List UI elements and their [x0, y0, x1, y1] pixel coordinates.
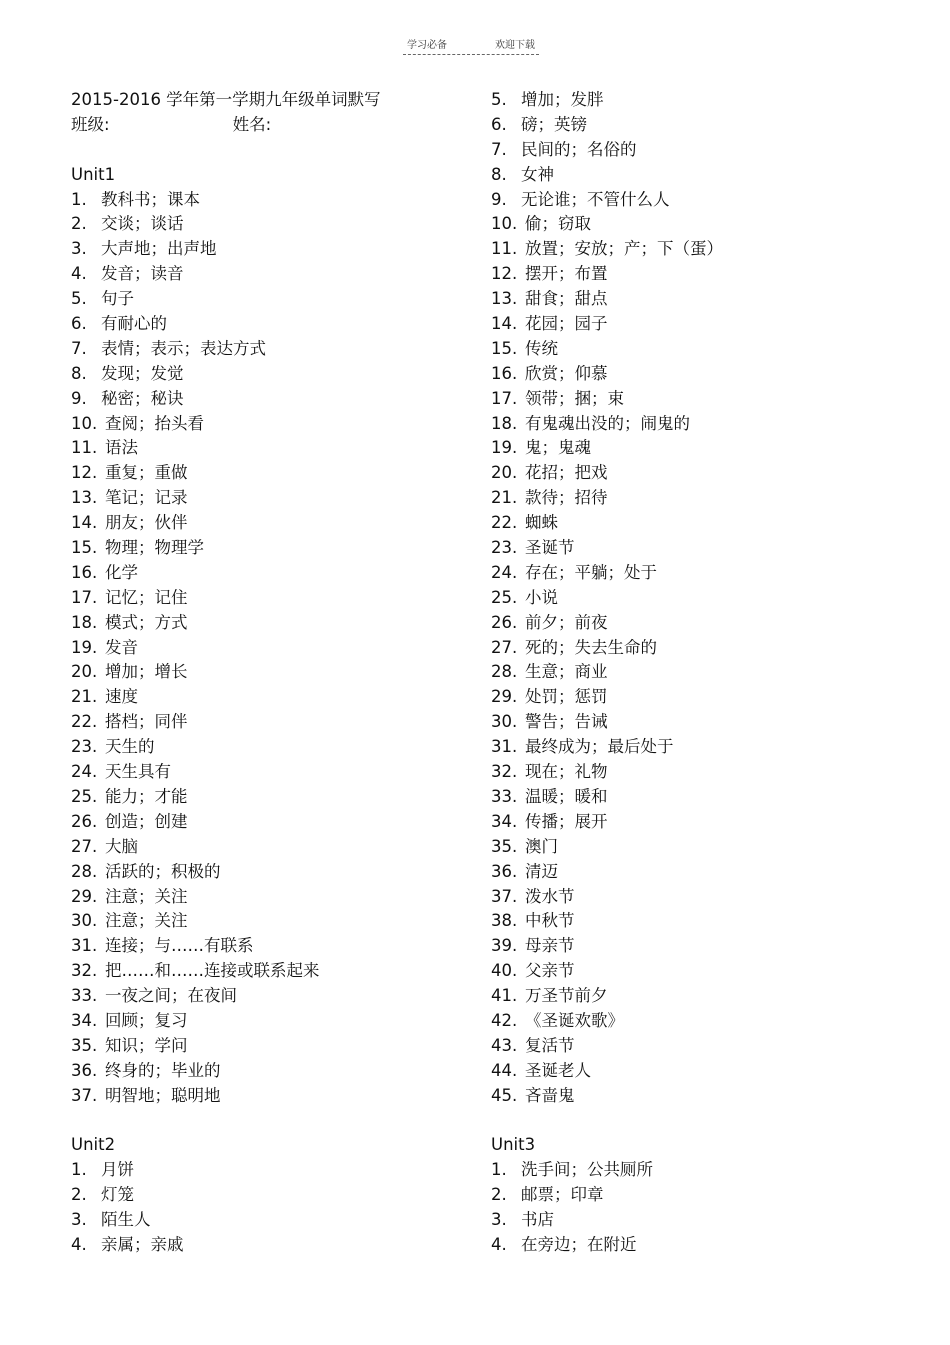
word-item: [491, 561, 891, 586]
item-text: 澳门: [525, 836, 558, 856]
word-item: [71, 237, 471, 262]
word-item: [71, 412, 471, 437]
word-item: [491, 1183, 891, 1208]
item-text: 小说: [525, 587, 558, 607]
word-item: [71, 1034, 471, 1059]
item-text: 模式；方式: [105, 612, 188, 632]
item-text: 圣诞老人: [525, 1060, 591, 1080]
word-item: [491, 586, 891, 611]
word-item: [491, 511, 891, 536]
item-number: 28.: [71, 861, 98, 881]
item-number: 10.: [71, 413, 98, 433]
item-text: 记忆；记住: [105, 587, 188, 607]
item-text: 最终成为；最后处于: [525, 737, 674, 757]
item-number: 32.: [71, 961, 98, 981]
item-text: 蜘蛛: [525, 513, 558, 533]
document-title: 2015-2016 学年第一学期九年级单词默写: [71, 90, 381, 109]
item-text: 重复；重做: [105, 463, 188, 483]
word-item: [71, 1059, 471, 1084]
word-item: [491, 1009, 891, 1034]
word-item: [491, 785, 891, 810]
item-number: 4.: [71, 1234, 87, 1254]
word-item: [71, 685, 471, 710]
item-text: 温暖；暖和: [525, 786, 608, 806]
item-number: 45.: [491, 1085, 518, 1105]
item-number: 19.: [71, 637, 98, 657]
item-text: 查阅；抬头看: [105, 413, 204, 433]
item-text: 《圣诞欢歌》: [525, 1010, 624, 1030]
item-text: 搭档；同伴: [105, 712, 188, 732]
item-text: 教科书；课本: [101, 189, 200, 209]
item-number: 27.: [71, 836, 98, 856]
item-text: 表情；表示；表达方式: [101, 338, 266, 358]
item-number: 14.: [71, 513, 98, 533]
item-number: 8.: [71, 363, 87, 383]
word-item: [491, 1034, 891, 1059]
word-item: [71, 636, 471, 661]
item-number: 34.: [71, 1010, 98, 1030]
item-number: 25.: [71, 786, 98, 806]
header-divider: [403, 54, 539, 55]
word-item: [71, 1009, 471, 1034]
item-text: 连接；与……有联系: [105, 936, 254, 956]
word-item: [71, 362, 471, 387]
word-item: [71, 934, 471, 959]
item-text: 放置；安放；产；下（蛋）: [525, 239, 723, 259]
item-text: 洗手间；公共厕所: [521, 1160, 653, 1180]
word-item: [491, 312, 891, 337]
word-item: [71, 909, 471, 934]
word-item: [71, 885, 471, 910]
item-text: 存在；平躺；处于: [525, 562, 657, 582]
word-item: [491, 262, 891, 287]
word-item: [71, 785, 471, 810]
word-item: [491, 113, 891, 138]
word-item: [71, 735, 471, 760]
item-number: 36.: [491, 861, 518, 881]
header-left-text: 学习必备: [407, 40, 447, 51]
word-item: [71, 984, 471, 1009]
item-text: 磅；英镑: [521, 114, 587, 134]
item-number: 35.: [71, 1035, 98, 1055]
item-number: 19.: [491, 438, 518, 458]
word-item: [491, 685, 891, 710]
item-number: 30.: [71, 911, 98, 931]
item-number: 23.: [71, 737, 98, 757]
word-item: [491, 212, 891, 237]
item-number: 18.: [71, 612, 98, 632]
item-text: 天生具有: [105, 762, 171, 782]
word-item: [71, 959, 471, 984]
item-number: 3.: [71, 1210, 87, 1230]
item-number: 31.: [71, 936, 98, 956]
item-number: 1.: [491, 1160, 507, 1180]
item-text: 有鬼魂出没的；闹鬼的: [525, 413, 690, 433]
item-text: 朋友；伙伴: [105, 513, 188, 533]
item-number: 3.: [71, 239, 87, 259]
word-item: [491, 735, 891, 760]
item-number: 24.: [71, 762, 98, 782]
item-number: 25.: [491, 587, 518, 607]
item-number: 28.: [491, 662, 518, 682]
item-text: 传播；展开: [525, 811, 608, 831]
item-number: 37.: [491, 886, 518, 906]
item-text: 复活节: [525, 1035, 575, 1055]
item-text: 无论谁；不管什么人: [521, 189, 670, 209]
item-number: 29.: [491, 687, 518, 707]
unit1-title: Unit1: [71, 164, 116, 184]
item-number: 2.: [71, 1185, 87, 1205]
item-number: 5.: [491, 90, 507, 109]
item-text: 速度: [105, 687, 138, 707]
item-text: 能力；才能: [105, 786, 188, 806]
word-item: [71, 660, 471, 685]
item-number: 22.: [491, 513, 518, 533]
word-item: [491, 959, 891, 984]
word-item: [491, 188, 891, 213]
word-item: [491, 636, 891, 661]
word-item: [71, 1183, 471, 1208]
item-text: 发音: [105, 637, 138, 657]
item-number: 5.: [71, 289, 87, 309]
word-item: [491, 611, 891, 636]
item-text: 母亲节: [525, 936, 575, 956]
item-text: 前夕；前夜: [525, 612, 608, 632]
word-item: [71, 461, 471, 486]
word-item: [491, 1208, 891, 1233]
word-item: [71, 536, 471, 561]
item-text: 偷；窃取: [525, 214, 591, 234]
word-item: [491, 1158, 891, 1183]
item-text: 处罚；惩罚: [525, 687, 608, 707]
item-text: 鬼；鬼魂: [525, 438, 591, 458]
item-number: 13.: [71, 488, 98, 508]
item-text: 创造；创建: [105, 811, 188, 831]
item-text: 增加；增长: [105, 662, 188, 682]
item-number: 10.: [491, 214, 518, 234]
word-item: [491, 337, 891, 362]
item-text: 摆开；布置: [525, 264, 608, 284]
word-item: [71, 188, 471, 213]
item-text: 把……和……连接或联系起来: [105, 961, 320, 981]
item-text: 传统: [525, 338, 558, 358]
item-text: 花招；把戏: [525, 463, 608, 483]
item-number: 23.: [491, 538, 518, 558]
item-number: 22.: [71, 712, 98, 732]
class-name-row: [71, 113, 471, 138]
item-text: 发现；发觉: [101, 363, 184, 383]
word-item: [491, 1059, 891, 1084]
item-text: 死的；失去生命的: [525, 637, 657, 657]
item-number: 33.: [491, 786, 518, 806]
word-item: [71, 511, 471, 536]
item-number: 27.: [491, 637, 518, 657]
item-text: 警告；告诫: [525, 712, 608, 732]
item-number: 31.: [491, 737, 518, 757]
item-number: 17.: [71, 587, 98, 607]
word-item: [71, 586, 471, 611]
right-column: [491, 88, 891, 1258]
item-text: 增加；发胖: [521, 90, 604, 109]
word-item: [491, 984, 891, 1009]
item-number: 20.: [491, 463, 518, 483]
item-number: 24.: [491, 562, 518, 582]
item-number: 42.: [491, 1010, 518, 1030]
word-item: [71, 337, 471, 362]
word-item: [71, 810, 471, 835]
item-number: 30.: [491, 712, 518, 732]
item-number: 36.: [71, 1060, 98, 1080]
word-item: [71, 710, 471, 735]
item-number: 2.: [491, 1185, 507, 1205]
item-text: 发音；读音: [101, 264, 184, 284]
word-item: [71, 760, 471, 785]
word-item: [71, 1158, 471, 1183]
word-item: [71, 486, 471, 511]
item-number: 9.: [491, 189, 507, 209]
item-number: 16.: [491, 363, 518, 383]
word-item: [71, 1233, 471, 1258]
unit3-list: [491, 1158, 891, 1258]
word-item: [491, 138, 891, 163]
item-text: 花园；园子: [525, 314, 608, 334]
item-text: 注意；关注: [105, 911, 188, 931]
item-text: 笔记；记录: [105, 488, 188, 508]
word-item: [71, 436, 471, 461]
item-number: 26.: [71, 811, 98, 831]
item-text: 明智地；聪明地: [105, 1085, 221, 1105]
word-item: [491, 710, 891, 735]
item-text: 邮票；印章: [521, 1185, 604, 1205]
item-text: 知识；学问: [105, 1035, 188, 1055]
word-item: [491, 387, 891, 412]
item-number: 14.: [491, 314, 518, 334]
item-number: 11.: [491, 239, 518, 259]
unit3-title: Unit3: [491, 1135, 536, 1155]
item-text: 语法: [105, 438, 138, 458]
item-text: 女神: [521, 164, 554, 184]
item-text: 圣诞节: [525, 538, 575, 558]
item-number: 1.: [71, 189, 87, 209]
word-item: [491, 1233, 891, 1258]
item-text: 一夜之间；在夜间: [105, 986, 237, 1006]
word-item: [71, 835, 471, 860]
word-item: [71, 312, 471, 337]
word-item: [491, 909, 891, 934]
word-item: [71, 287, 471, 312]
item-text: 天生的: [105, 737, 155, 757]
item-text: 书店: [521, 1210, 554, 1230]
word-item: [491, 412, 891, 437]
word-item: [491, 88, 891, 113]
item-number: 43.: [491, 1035, 518, 1055]
item-number: 26.: [491, 612, 518, 632]
word-item: [491, 436, 891, 461]
item-text: 领带；捆；束: [525, 388, 624, 408]
item-number: 32.: [491, 762, 518, 782]
item-text: 句子: [101, 289, 134, 309]
item-text: 中秋节: [525, 911, 575, 931]
item-number: 16.: [71, 562, 98, 582]
item-text: 秘密；秘诀: [101, 388, 184, 408]
word-item: [71, 387, 471, 412]
item-number: 38.: [491, 911, 518, 931]
word-item: [71, 1084, 471, 1109]
word-item: [491, 362, 891, 387]
word-item: [491, 934, 891, 959]
item-number: 39.: [491, 936, 518, 956]
item-text: 欣赏；仰慕: [525, 363, 608, 383]
item-number: 8.: [491, 164, 507, 184]
item-number: 4.: [491, 1234, 507, 1254]
word-item: [491, 287, 891, 312]
item-text: 活跃的；积极的: [105, 861, 221, 881]
item-number: 34.: [491, 811, 518, 831]
word-item: [491, 1084, 891, 1109]
item-number: 40.: [491, 961, 518, 981]
item-text: 万圣节前夕: [525, 986, 608, 1006]
word-item: [491, 760, 891, 785]
word-item: [71, 561, 471, 586]
item-text: 现在；礼物: [525, 762, 608, 782]
item-text: 民间的；名俗的: [521, 139, 637, 159]
word-item: [71, 212, 471, 237]
class-label: 班级:: [71, 114, 110, 134]
item-text: 大声地；出声地: [101, 239, 217, 259]
left-column: [71, 88, 471, 1258]
item-number: 15.: [71, 538, 98, 558]
item-number: 4.: [71, 264, 87, 284]
word-item: [71, 860, 471, 885]
item-text: 终身的；毕业的: [105, 1060, 221, 1080]
word-item: [491, 660, 891, 685]
word-item: [491, 860, 891, 885]
item-number: 29.: [71, 886, 98, 906]
item-number: 33.: [71, 986, 98, 1006]
item-number: 6.: [71, 314, 87, 334]
item-text: 款待；招待: [525, 488, 608, 508]
word-item: [71, 1208, 471, 1233]
unit2-list-part1: [71, 1158, 471, 1258]
item-number: 7.: [71, 338, 87, 358]
item-number: 21.: [491, 488, 518, 508]
item-number: 37.: [71, 1085, 98, 1105]
item-number: 44.: [491, 1060, 518, 1080]
item-number: 6.: [491, 114, 507, 134]
item-number: 17.: [491, 388, 518, 408]
item-number: 18.: [491, 413, 518, 433]
item-number: 41.: [491, 986, 518, 1006]
item-text: 甜食；甜点: [525, 289, 608, 309]
item-number: 13.: [491, 289, 518, 309]
word-item: [491, 835, 891, 860]
header-right-text: 欢迎下载: [495, 40, 535, 51]
item-text: 交谈；谈话: [101, 214, 184, 234]
item-number: 12.: [491, 264, 518, 284]
item-text: 有耐心的: [101, 314, 167, 334]
unit2-title: Unit2: [71, 1135, 116, 1155]
item-text: 化学: [105, 562, 138, 582]
item-number: 3.: [491, 1210, 507, 1230]
word-item: [491, 885, 891, 910]
unit2-list-part2: [491, 88, 891, 1109]
item-text: 灯笼: [101, 1185, 134, 1205]
item-text: 亲属；亲戚: [101, 1234, 184, 1254]
item-number: 11.: [71, 438, 98, 458]
word-item: [491, 163, 891, 188]
item-text: 陌生人: [101, 1210, 151, 1230]
item-text: 吝啬鬼: [525, 1085, 575, 1105]
word-item: [71, 611, 471, 636]
item-text: 父亲节: [525, 961, 575, 981]
item-text: 清迈: [525, 861, 558, 881]
item-number: 12.: [71, 463, 98, 483]
item-text: 在旁边；在附近: [521, 1234, 637, 1254]
word-item: [491, 810, 891, 835]
item-text: 物理；物理学: [105, 538, 204, 558]
item-number: 21.: [71, 687, 98, 707]
item-number: 1.: [71, 1160, 87, 1180]
name-label: 姓名:: [232, 114, 272, 134]
word-item: [491, 486, 891, 511]
item-text: 泼水节: [525, 886, 575, 906]
item-number: 2.: [71, 214, 87, 234]
word-item: [491, 237, 891, 262]
item-text: 大脑: [105, 836, 138, 856]
item-number: 9.: [71, 388, 87, 408]
item-number: 7.: [491, 139, 507, 159]
item-number: 20.: [71, 662, 98, 682]
word-item: [491, 461, 891, 486]
item-text: 生意；商业: [525, 662, 608, 682]
word-item: [491, 536, 891, 561]
word-item: [71, 262, 471, 287]
unit1-list: [71, 188, 471, 1109]
item-text: 回顾；复习: [105, 1010, 188, 1030]
item-number: 15.: [491, 338, 518, 358]
item-number: 35.: [491, 836, 518, 856]
item-text: 注意；关注: [105, 886, 188, 906]
item-text: 月饼: [101, 1160, 134, 1180]
